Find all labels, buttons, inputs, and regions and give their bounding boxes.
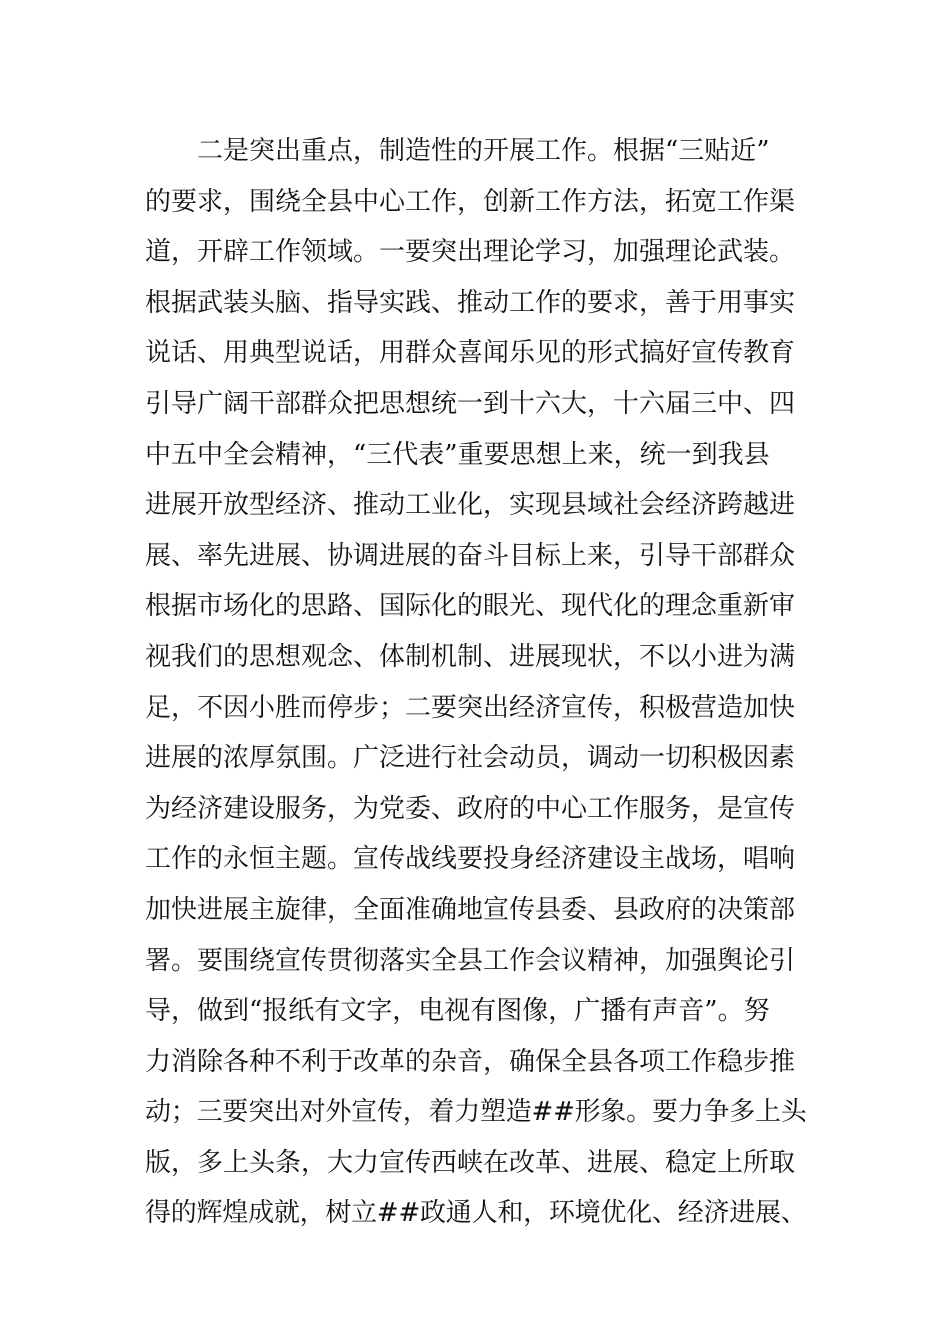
text-line-20: 动；三要突出对外宣传，着力塑造##形象。要力争多上头 [145, 1097, 807, 1128]
text-line-22: 得的辉煌成就，树立##政通人和，环境优化、经济进展、 [145, 1198, 807, 1229]
text-line-18: 导，做到“报纸有文字，电视有图像，广播有声音”。努 [145, 996, 770, 1027]
text-line-21: 版，多上头条，大力宣传西峡在改革、进展、稳定上所取 [145, 1147, 796, 1178]
text-line-4: 根据武装头脑、指导实践、推动工作的要求，善于用事实 [145, 287, 796, 318]
text-line-6: 引导广阔干部群众把思想统一到十六大，十六届三中、四 [145, 388, 796, 419]
text-line-13: 进展的浓厚氛围。广泛进行社会动员，调动一切积极因素 [145, 743, 796, 774]
text-line-12: 足，不因小胜而停步；二要突出经济宣传，积极营造加快 [145, 692, 796, 723]
text-line-16: 加快进展主旋律，全面准确地宣传县委、县政府的决策部 [145, 894, 796, 925]
text-line-9: 展、率先进展、协调进展的奋斗目标上来，引导干部群众 [145, 540, 796, 571]
body-paragraph [145, 126, 807, 1239]
text-line-11: 视我们的思想观念、体制机制、进展现状，不以小进为满 [145, 641, 796, 672]
text-line-7: 中五中全会精神，“三代表”重要思想上来，统一到我县 [145, 439, 770, 470]
text-line-8: 进展开放型经济、推动工业化，实现县域社会经济跨越进 [145, 490, 796, 521]
text-line-19: 力消除各种不利于改革的杂音，确保全县各项工作稳步推 [145, 1046, 796, 1077]
text-line-1: 二是突出重点，制造性的开展工作。根据“三贴近” [145, 136, 770, 166]
text-line-2: 的要求，围绕全县中心工作，创新工作方法，拓宽工作渠 [145, 186, 796, 217]
text-line-3: 道，开辟工作领域。一要突出理论学习，加强理论武装。 [145, 237, 796, 268]
text-line-10: 根据市场化的思路、国际化的眼光、现代化的理念重新审 [145, 591, 796, 622]
text-line-17: 署。要围绕宣传贯彻落实全县工作会议精神，加强舆论引 [145, 945, 796, 976]
text-line-5: 说话、用典型说话，用群众喜闻乐见的形式搞好宣传教育 [145, 338, 796, 369]
text-line-14: 为经济建设服务，为党委、政府的中心工作服务，是宣传 [145, 793, 796, 824]
text-line-15: 工作的永恒主题。宣传战线要投身经济建设主战场，唱响 [145, 844, 796, 875]
